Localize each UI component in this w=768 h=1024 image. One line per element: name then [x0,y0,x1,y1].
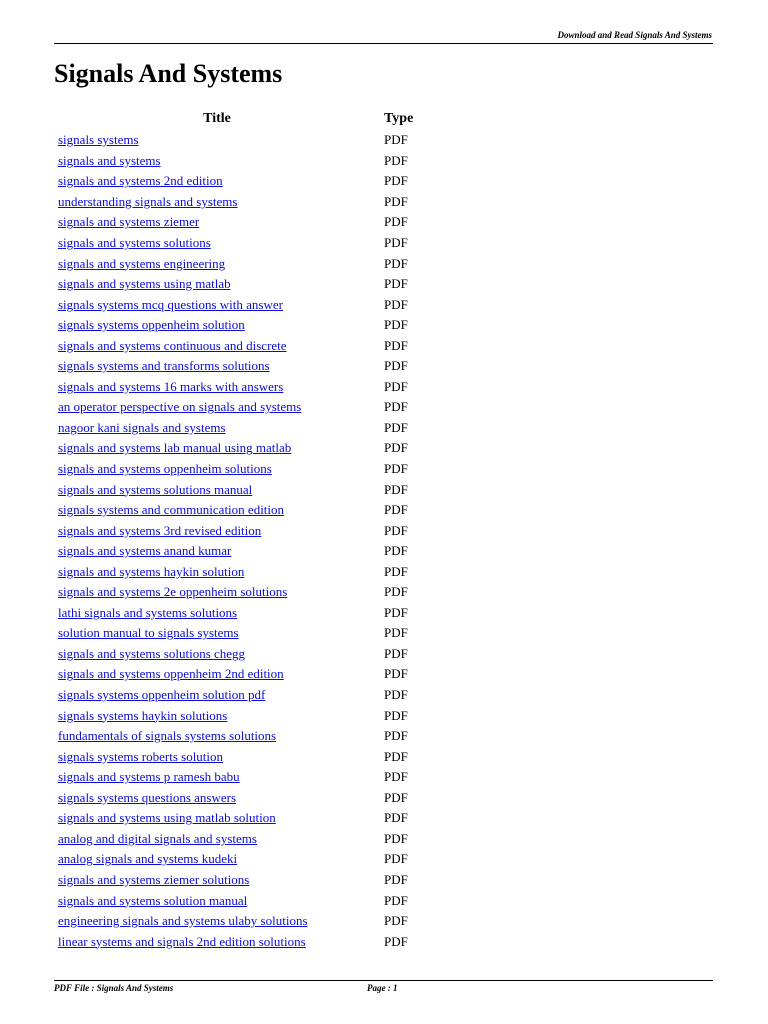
table-row [54,561,444,582]
table-row [54,911,444,932]
table-row [54,664,444,685]
row-title-cell [54,829,380,850]
row-title-cell [54,520,380,541]
row-type-cell: PDF [384,666,408,682]
document-link[interactable]: signals and systems solutions [58,235,211,250]
document-link[interactable]: signals and systems [58,152,161,168]
table-row [54,520,444,541]
row-type-cell: PDF [384,235,408,250]
row-title-cell [54,644,380,665]
row-title-cell [54,911,380,932]
row-title-cell [54,479,380,500]
table-row [54,315,444,336]
table-row [54,849,444,870]
footer-file-label: PDF File : Signals And Systems [54,983,174,993]
table-row [54,582,444,603]
table-row [54,541,444,562]
document-title: Signals And Systems [54,59,283,88]
row-title-cell [54,130,380,151]
row-type-cell: PDF [384,440,408,456]
document-link[interactable]: signals systems oppenheim solution [58,317,245,333]
row-title-cell [54,664,380,685]
row-title-cell [54,870,380,891]
document-link[interactable]: signals systems questions answers [58,789,237,805]
table-row [54,130,444,151]
header-divider [54,43,713,44]
table-row [54,931,444,952]
row-type-cell: PDF [384,728,408,744]
document-link[interactable]: an operator perspective on signals and systems [58,399,302,415]
row-title-cell [54,212,380,233]
row-title-cell [54,418,380,439]
document-link[interactable]: signals and systems ziemer [58,214,200,230]
table-row [54,767,444,788]
table-row [54,808,444,829]
document-link[interactable]: signals and systems continuous and discrete [58,337,287,353]
document-link[interactable]: signals and systems solutions manual [58,481,253,497]
row-type-cell: PDF [384,584,408,600]
row-title-cell [54,171,380,192]
table-row [54,233,444,254]
table-row [54,335,444,356]
row-type-cell: PDF [384,543,408,559]
table-row [54,212,444,233]
footer-divider [54,980,713,981]
row-title-cell [54,233,380,254]
row-type-cell: PDF [384,193,408,209]
table-row [54,377,444,398]
row-type-cell: PDF [384,152,408,168]
table-row [54,705,444,726]
row-title-cell [54,726,380,747]
row-type-cell: PDF [384,419,408,435]
row-type-cell: PDF [384,502,408,518]
column-header-title: Title [203,111,231,126]
table-row [54,479,444,500]
document-link[interactable]: signals and systems haykin solution [58,563,245,579]
row-type-cell: PDF [384,563,408,579]
document-link[interactable]: signals and systems oppenheim 2nd edition [58,666,284,682]
footer-page-number: Page : 1 [367,983,398,993]
row-type-cell: PDF [384,214,408,230]
row-title-cell [54,315,380,336]
document-link[interactable]: linear systems and signals 2nd edition solutions [58,933,306,949]
row-title-cell [54,705,380,726]
row-type-cell: PDF [384,687,408,703]
table-row [54,253,444,274]
row-title-cell [54,377,380,398]
document-link[interactable]: analog signals and systems kudeki [58,851,238,867]
document-link[interactable]: signals and systems 3rd revised edition [58,522,262,538]
row-title-cell [54,294,380,315]
table-row [54,356,444,377]
table-row [54,788,444,809]
row-title-cell [54,788,380,809]
document-link[interactable]: signals systems and communication edition [58,502,285,518]
table-row [54,151,444,172]
document-link[interactable]: signals and systems using matlab solution [58,810,276,826]
document-link[interactable]: signals systems mcq questions with answer [58,296,283,312]
document-link[interactable]: signals systems and transforms solutions [58,358,270,374]
row-type-cell: PDF [384,461,408,477]
row-type-cell: PDF [384,830,408,846]
row-type-cell: PDF [384,276,408,292]
row-type-cell: PDF [384,604,408,620]
row-title-cell [54,541,380,562]
row-type-cell: PDF [384,851,408,867]
row-title-cell [54,438,380,459]
row-type-cell: PDF [384,625,408,641]
row-title-cell [54,192,380,213]
row-title-cell [54,335,380,356]
table-row [54,500,444,521]
document-link[interactable]: engineering signals and systems ulaby solutions [58,913,308,929]
table-row [54,274,444,295]
table-row [54,685,444,706]
row-type-cell: PDF [384,296,408,312]
row-type-cell: PDF [384,892,408,908]
table-row [54,623,444,644]
column-header-type: Type [384,111,414,126]
table-header-row [54,108,444,130]
document-link[interactable]: analog and digital signals and systems [58,830,257,846]
row-type-cell: PDF [384,132,408,148]
row-title-cell [54,890,380,911]
row-type-cell: PDF [384,399,408,415]
document-link[interactable]: signals and systems lab manual using matlab [58,440,292,456]
row-type-cell: PDF [384,255,408,271]
document-link[interactable]: signals and systems oppenheim solutions [58,461,272,477]
row-type-cell: PDF [384,810,408,826]
table-row [54,603,444,624]
document-link[interactable]: signals and systems 16 marks with answers [58,378,284,394]
document-link[interactable]: signals and systems 2nd edition [58,173,223,189]
table-row [54,418,444,439]
row-title-cell [54,274,380,295]
table-row [54,171,444,192]
row-type-cell: PDF [384,769,408,785]
row-type-cell: PDF [384,913,408,929]
table-row [54,459,444,480]
document-link[interactable]: signals and systems solution manual [58,892,248,908]
document-link[interactable]: signals and systems solutions chegg [58,645,246,661]
row-title-cell [54,623,380,644]
document-list-table [54,108,444,952]
table-row [54,294,444,315]
document-link[interactable]: signals and systems anand kumar [58,543,232,559]
document-link[interactable]: signals and systems engineering [58,255,226,271]
row-title-cell [54,561,380,582]
table-body [54,130,444,952]
running-header: Download and Read Signals And Systems [557,30,712,40]
row-title-cell [54,746,380,767]
row-title-cell [54,459,380,480]
row-title-cell [54,685,380,706]
row-title-cell [54,931,380,952]
row-type-cell: PDF [384,173,408,189]
table-row [54,397,444,418]
document-link[interactable]: signals systems oppenheim solution pdf [58,687,266,703]
table-row [54,870,444,891]
row-title-cell [54,397,380,418]
document-link[interactable]: signals and systems ziemer solutions [58,871,250,887]
row-title-cell [54,849,380,870]
row-type-cell: PDF [384,317,408,333]
document-link[interactable]: signals and systems p ramesh babu [58,769,240,785]
document-link[interactable]: signals systems roberts solution [58,748,224,764]
table-row [54,644,444,665]
row-title-cell [54,500,380,521]
table-row [54,746,444,767]
row-title-cell [54,603,380,624]
row-type-cell: PDF [384,645,408,661]
row-type-cell: PDF [384,707,408,723]
row-type-cell: PDF [384,522,408,538]
row-title-cell [54,253,380,274]
document-link[interactable]: nagoor kani signals and systems [58,419,226,435]
document-link[interactable]: signals and systems 2e oppenheim solutions [58,584,288,600]
table-row [54,890,444,911]
table-row [54,829,444,850]
document-link[interactable]: understanding signals and systems [58,193,238,209]
row-title-cell [54,767,380,788]
row-title-cell [54,582,380,603]
row-type-cell: PDF [384,337,408,353]
row-title-cell [54,808,380,829]
row-type-cell: PDF [384,378,408,394]
document-link[interactable]: fundamentals of signals systems solutions [58,728,277,744]
table-row [54,726,444,747]
row-type-cell: PDF [384,358,408,374]
table-row [54,192,444,213]
document-link[interactable]: solution manual to signals systems [58,625,239,641]
row-type-cell: PDF [384,933,408,949]
row-title-cell [54,151,380,172]
document-link[interactable]: signals systems [58,132,139,148]
document-link[interactable]: signals and systems using matlab [58,276,231,292]
table-row [54,438,444,459]
row-type-cell: PDF [384,789,408,805]
row-title-cell [54,356,380,377]
row-type-cell: PDF [384,748,408,764]
document-link[interactable]: signals systems haykin solutions [58,707,228,723]
row-type-cell: PDF [384,871,408,887]
document-link[interactable]: lathi signals and systems solutions [58,604,238,620]
row-type-cell: PDF [384,481,408,497]
